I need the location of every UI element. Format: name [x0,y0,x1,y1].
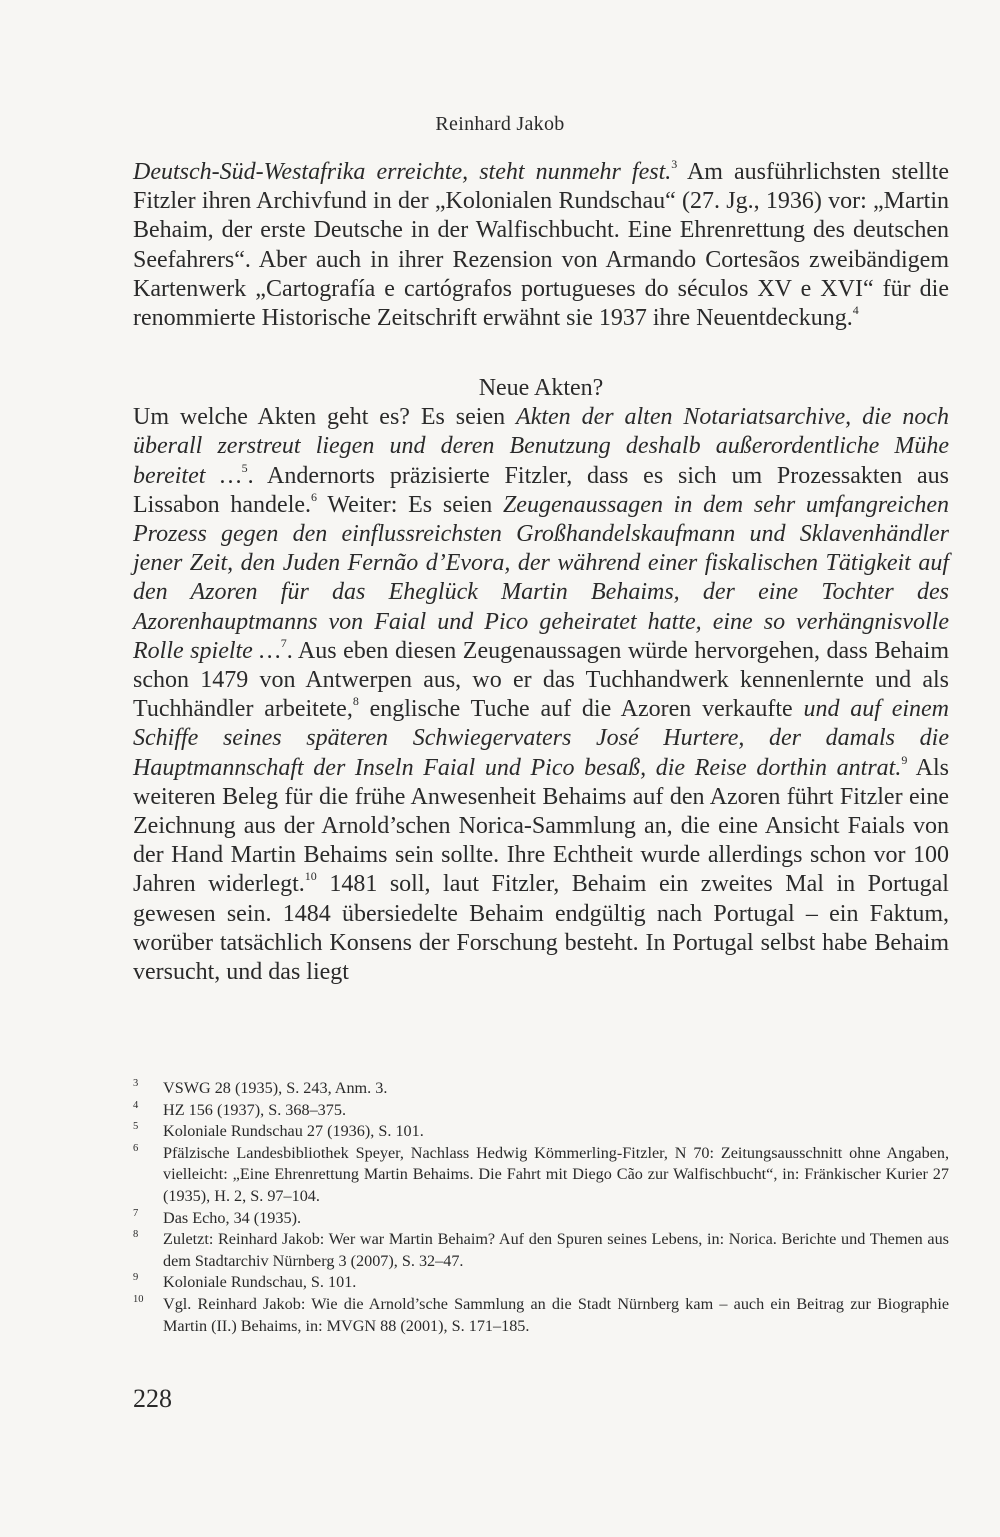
main-text [133,158,949,987]
footnote-text: Zuletzt: Reinhard Jakob: Wer war Martin Behaim? Auf den Spuren seines Lebens, in: Norica. Berichte und Themen aus dem Stadtarchiv Nürnberg 3 (2007), S. 32–47. [163,1230,949,1270]
footnote-number: 6 [133,1142,139,1154]
text-run: 1481 soll, laut Fitzler, Behaim ein zweites Mal in Portugal gewesen sein. 1484 übersiedelte Behaim endgültig nach Portugal – ein Faktum, worüber tatsächlich Konsens der Forschung besteht. In Portugal selbst habe Behaim versucht, und das liegt [133,871,949,986]
footnote-ref: 9 [901,752,908,767]
footnote [133,1078,949,1100]
footnote [133,1272,949,1294]
footnote-ref: 5 [241,460,248,475]
footnote-number: 10 [133,1293,144,1305]
footnote [133,1294,949,1337]
footnote-text: Pfälzische Landesbibliothek Speyer, Nachlass Hedwig Kömmerling-Fitzler, N 70: Zeitungsausschnitt ohne Angaben, vielleicht: „Eine Ehrenrettung Martin Behaims. Die Fahrt mit Diego Cão zur Walfischbucht“, in: Fränkischer Kurier 27 (1935), H. 2, S. 97–104. [163,1143,949,1205]
footnote-number: 3 [133,1078,139,1089]
footnote-text: Koloniale Rundschau, S. 101. [163,1273,357,1292]
footnote-ref: 6 [311,489,318,504]
footnote [133,1121,949,1143]
footnote [133,1208,949,1230]
footnote-number: 4 [133,1099,139,1111]
italic-quote: Zeugenaussagen in dem sehr umfangreichen Prozess gegen den einflussreichsten Großhandelskaufmann und Sklavenhändler jener Zeit, den Juden Fernão d’Evora, der während einer fiskalischen Tätigkeit auf den Azoren für das Eheglück Martin Behaims, der eine Tochter des Azorenhauptmanns von Faial und Pico geheiratet hatte, eine so verhängnisvolle Rolle spielte … [133,491,949,664]
running-head: Reinhard Jakob [435,113,565,135]
text-run: Weiter: Es seien [317,491,503,518]
footnotes [133,1078,949,1337]
footnote-number: 5 [133,1121,139,1133]
footnote-ref: 8 [352,694,359,709]
footnote [133,1100,949,1122]
footnote-text: Das Echo, 34 (1935). [163,1208,302,1227]
footnote [133,1229,949,1272]
section-heading: Neue Akten? [478,375,604,402]
footnote-text: Koloniale Rundschau 27 (1936), S. 101. [163,1122,424,1141]
footnote-text: HZ 156 (1937), S. 368–375. [163,1100,347,1119]
footnote-text: Vgl. Reinhard Jakob: Wie die Arnold’sche Sammlung an die Stadt Nürnberg kam – auch ein Beitrag zur Biographie Martin (II.) Behaims, in: MVGN 88 (2001), S. 171–185. [163,1294,949,1335]
footnote-ref: 4 [852,303,859,318]
paragraph-1 [133,158,949,333]
page-number: 228 [133,1384,172,1413]
italic-quote: Akten der alten Notariatsarchive, die noch überall zerstreut liegen und deren Benutzung deshalb außerordentliche Mühe bereitet … [133,404,949,489]
text-run: Um welche Akten geht es? Es seien [133,404,517,431]
text-run: Am ausführlichsten stellte Fitzler ihren Archivfund in der „Kolonialen Rundschau“ (27. Jg., 1936) vor: „Martin Behaim, der erste Deutsche in der Walfischbucht. Eine Ehrenrettung des deutschen Seefahrers“. Aber auch in ihrer Rezension von Armando Cortesãos zweibändigem Kartenwerk „Cartografía e cartógrafos portugueses do séculos XV e XVI“ für die renommierte Historische Zeitschrift erwähnt sie 1937 ihre Neuentdeckung. [133,159,949,332]
footnote-ref: 10 [304,869,317,884]
italic-quote: und auf einem Schiffe seines späteren Schwiegervaters José Hurtere, der damals die Hauptmannschaft der Inseln Faial und Pico besaß, die Reise dorthin antrat. [133,696,949,781]
paragraph-2 [133,403,949,987]
italic-quote: Deutsch-Süd-Westafrika erreichte, steht nunmehr fest. [133,159,672,185]
footnote-number: 7 [133,1207,139,1219]
text-run: . Aus eben diesen Zeugenaussagen würde hervorgehen, dass Behaim schon 1479 von Antwerpen aus, wo er das Tuchhandwerk kennenlernte und als Tuchhändler arbeitete, [133,637,949,723]
footnote [133,1143,949,1208]
footnote-ref: 3 [671,157,678,171]
text-run: . Andernorts präzisierte Fitzler, dass es sich um Prozessakten aus Lissabon handele. [133,462,950,518]
footnote-number: 9 [133,1272,139,1284]
text-run: englische Tuche auf die Azoren verkaufte [358,696,804,723]
footnote-number: 8 [133,1229,139,1241]
footnote-text: VSWG 28 (1935), S. 243, Anm. 3. [163,1079,388,1097]
text-run: Als weiteren Beleg für die frühe Anwesenheit Behaims auf den Azoren führt Fitzler eine Zeichnung aus der Arnold’schen Norica-Sammlung an, die eine Ansicht Faials von der Hand Martin Behaims sein sollte. Ihre Echtheit wurde allerdings schon vor 100 Jahren widerlegt. [133,754,950,898]
footnote-ref: 7 [280,635,287,650]
